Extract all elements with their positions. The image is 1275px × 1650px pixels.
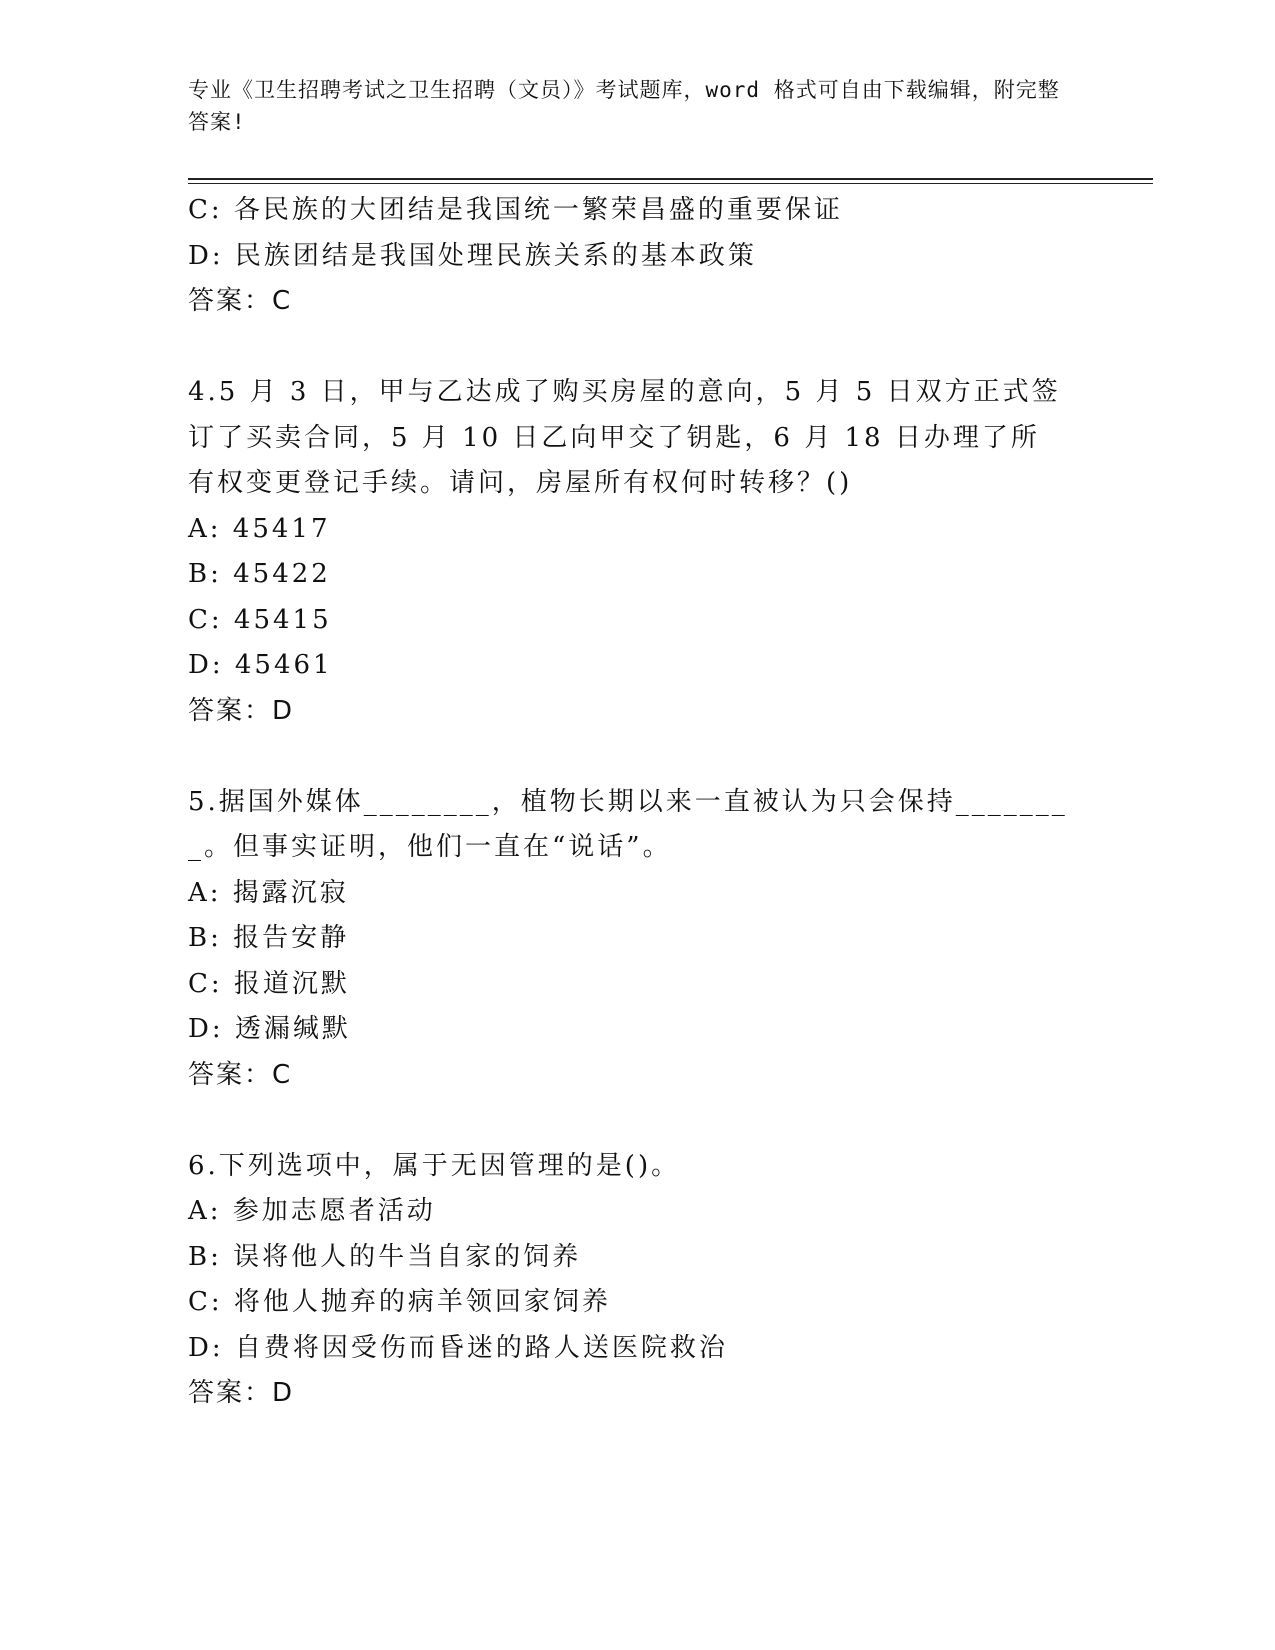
question-4: [188, 370, 1088, 734]
spacer: [188, 325, 1088, 371]
question-6: [188, 1144, 1088, 1417]
option-d: D: 民族团结是我国处理民族关系的基本政策: [188, 240, 757, 271]
option-a: A: 参加志愿者活动: [188, 1196, 436, 1226]
answer-line: 答案：C: [188, 1059, 293, 1090]
header-rule-thick: [188, 178, 1153, 180]
option-a: A: 45417: [188, 513, 331, 544]
document-header: 专业《卫生招聘考试之卫生招聘（文员）》考试题库，word 格式可自由下载编辑，附完整答案!: [188, 78, 1060, 134]
option-d: D: 透漏缄默: [188, 1014, 351, 1044]
spacer: [188, 734, 1088, 780]
question-stem: 5.据国外媒体________，植物长期以来一直被认为只会保持________。但事实证明，他们一直在“说话”。: [188, 786, 1068, 862]
option-c: C: 45415: [188, 604, 332, 635]
question-stem: 6.下列选项中，属于无因管理的是()。: [188, 1150, 681, 1181]
spacer: [188, 1098, 1088, 1144]
previous-question-tail: [188, 188, 1088, 325]
answer-line: 答案：C: [188, 286, 293, 316]
option-a: A: 揭露沉寂: [188, 877, 349, 908]
option-c: C: 报道沉默: [188, 968, 350, 999]
option-c: C: 将他人抛弃的病羊领回家饲养: [188, 1287, 611, 1317]
option-d: D: 自费将因受伤而昏迷的路人送医院救治: [188, 1332, 728, 1363]
option-b: B: 45422: [188, 559, 331, 589]
question-5: [188, 780, 1088, 1099]
option-b: B: 报告安静: [188, 923, 350, 953]
question-list: [188, 188, 1088, 1417]
answer-line: 答案：D: [188, 695, 295, 726]
header-rule-thin: [188, 183, 1153, 184]
question-stem: 4.5 月 3 日，甲与乙达成了购买房屋的意向，5 月 5 日双方正式签订了买卖合同，5 月 10 日乙向甲交了钥匙，6 月 18 日办理了所有权变更登记手续。请问，房屋所有权何时转移？(): [188, 377, 1061, 498]
option-c: C: 各民族的大团结是我国统一繁荣昌盛的重要保证: [188, 195, 843, 225]
option-b: B: 误将他人的牛当自家的饲养: [188, 1241, 582, 1272]
option-d: D: 45461: [188, 650, 333, 680]
answer-line: 答案：D: [188, 1378, 295, 1408]
